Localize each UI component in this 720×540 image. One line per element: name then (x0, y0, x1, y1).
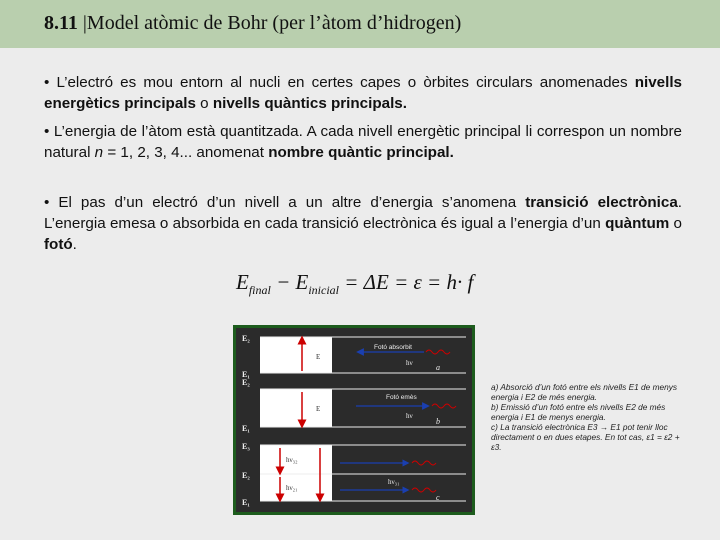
panel-b-photon-label: Fotó emès (386, 394, 417, 401)
panel-b-hv: hν (406, 412, 413, 420)
bullet-energy-levels: • L’electró es mou entorn al nucli en certes capes o òrbites circulars anomenades nivells energètics principals o nivells quàntics principals. (44, 74, 682, 112)
caption-c: c) La transició electrònica E3 → E1 pot tenir lloc directament o en dues etapes. En tot cas, ε1 = ε2 + ε3. (491, 422, 680, 452)
bullet-quantization: • L’energia de l’àtom està quantitzada. A cada nivell energètic principal li correspon un nombre natural n = 1, 2, 3, 4... anomenat nombre quàntic principal. (44, 123, 682, 161)
bohr-transitions-figure (233, 325, 475, 515)
page-title: 8.11 |Model atòmic de Bohr (per l’àtom d’hidrogen) (44, 12, 462, 34)
panel-b-letter: b (436, 417, 440, 426)
panel-a-letter: a (436, 363, 440, 372)
panel-c-hv21: hν₂₁ (286, 484, 298, 492)
panel-c-label-1: E₁ (242, 498, 250, 507)
panel-a-hv: hν (406, 359, 413, 367)
panel-a-photon-label: Fotó absorbit (374, 344, 412, 351)
transitions-diagram (236, 328, 472, 512)
panel-c-label-3: E₃ (242, 442, 250, 451)
energy-formula: $E_{final} - E_{inicial} = \Delta E = \varepsilon = h\cdot f$ (236, 270, 474, 298)
panel-c-hv31: hν₃₁ (388, 478, 400, 486)
caption-b: b) Emissió d’un fotó entre els nivells E2 de més energia i E1 de menys energia. (491, 402, 666, 422)
panel-c-label-2: E₂ (242, 471, 250, 480)
panel-b-energy: E (316, 405, 321, 413)
bullet-transition: • El pas d’un electró d’un nivell a un altre d’energia s’anomena transició electrònica. L’energia emesa o absorbida en cada transició electrònica és igual a l’energia d’un quàntum o fotó. (44, 194, 683, 253)
panel-a-energy: E (316, 353, 321, 361)
panel-b-label-bottom: E₁ (242, 424, 250, 433)
panel-a-label-top: E₂ (242, 334, 250, 343)
panel-a-label-bottom: E₁ (242, 370, 250, 379)
panel-c-hv32: hν₃₂ (286, 456, 298, 464)
figure-caption (491, 382, 683, 452)
panel-c-letter: c (436, 493, 440, 502)
panel-b-gap (260, 389, 332, 427)
caption-a: a) Absorció d’un fotó entre els nivells E1 de menys energia i E2 de més energia. (491, 382, 678, 402)
panel-c-gap (260, 445, 332, 501)
panel-a-gap (260, 337, 332, 373)
panel-b-label-top: E₂ (242, 378, 250, 387)
